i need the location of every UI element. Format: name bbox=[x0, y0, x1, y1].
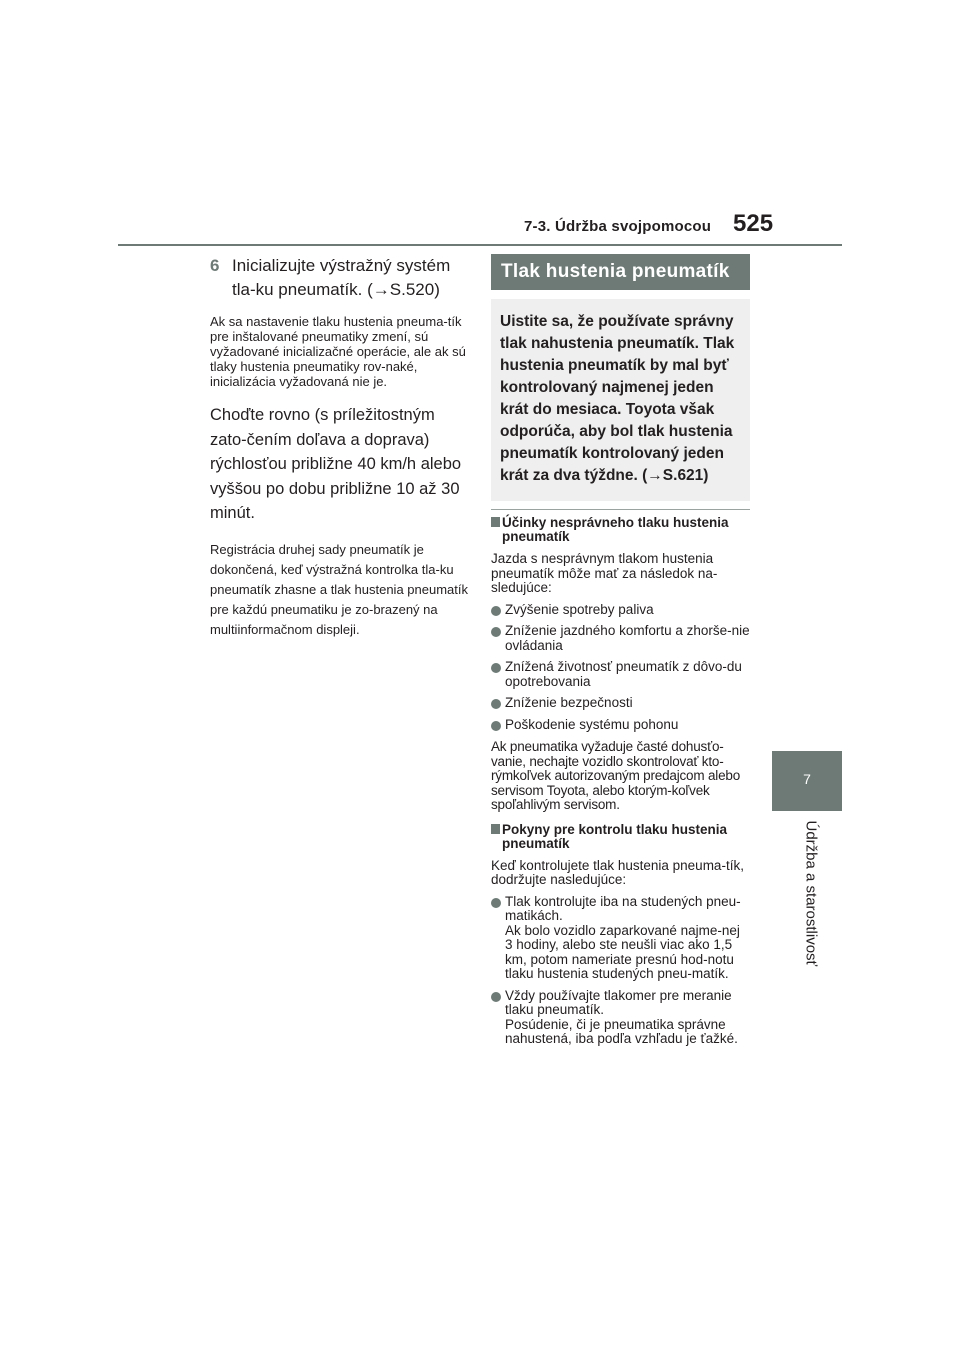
list-item-text: Tlak kontrolujte iba na studených pneu-matikách. bbox=[505, 893, 741, 923]
subheading-text: Pokyny pre kontrolu tlaku hustenia pneumatík bbox=[502, 821, 728, 851]
callout-box: Uistite sa, že používate správny tlak nahustenia pneumatík. Tlak hustenia pneumatík by mal byť kontrolovaný najmenej jeden krát do mesiaca. Toyota však odporúča, aby bol tlak hustenia pneumatík kontrolovaný jeden krát za dva týždne. (→S.621) bbox=[491, 299, 750, 501]
square-bullet-icon bbox=[491, 517, 500, 527]
list-item-text: Zníženie jazdného komfortu a zhorše-nie ovládania bbox=[505, 623, 750, 653]
note-initialization: Ak sa nastavenie tlaku hustenia pneuma-tík pre inštalované pneumatiky zmení, sú vyžadované inicializačné operácie, ale ak sú tlaky hustenia pneumatiky rov-naké, inicializácia vyžadovaná nie je. bbox=[210, 314, 466, 389]
list-item-text: Vždy používajte tlakomer pre meranie tlaku pneumatík. bbox=[505, 987, 732, 1017]
list-item-text: Znížená životnosť pneumatík z dôvo-du opotrebovania bbox=[505, 659, 742, 689]
right-column bbox=[491, 254, 750, 1047]
section-banner: Tlak hustenia pneumatík bbox=[491, 254, 750, 290]
list-item bbox=[491, 718, 750, 733]
chapter-title-vertical bbox=[796, 820, 820, 992]
circle-bullet-icon bbox=[491, 627, 501, 637]
header-rule bbox=[118, 244, 842, 246]
list-item-detail: Ak bolo vozidlo zaparkované najme-nej 3 hodiny, alebo ste neušli viac ako 1,5 km, potom nameriate presnú hod-notu tlaku hustenia studených pneu-matík. bbox=[505, 922, 740, 981]
chapter-title: Údržba a starostlivosť bbox=[802, 820, 820, 967]
subheading-effects bbox=[491, 516, 750, 544]
subheading-text: Účinky nesprávneho tlaku hustenia pneumatík bbox=[502, 515, 729, 544]
list-item bbox=[491, 696, 750, 711]
effects-intro: Jazda s nesprávnym tlakom hustenia pneumatík môže mať za následok na-sledujúce: bbox=[491, 551, 718, 595]
square-bullet-icon bbox=[491, 824, 500, 834]
list-item-text: Zvýšenie spotreby paliva bbox=[505, 601, 654, 617]
list-item-text: Poškodenie systému pohonu bbox=[505, 716, 679, 732]
drive-instruction: Choďte rovno (s príležitostným zato-čením doľava a doprava) rýchlosťou približne 40 km/h alebo vyššou po dobu približne 10 až 30 minút. bbox=[210, 406, 462, 522]
section-title: 7-3. Údržba svojpomocou bbox=[524, 218, 712, 235]
check-intro: Keď kontrolujete tlak hustenia pneuma-tík, dodržujte nasledujúce: bbox=[491, 857, 744, 887]
circle-bullet-icon bbox=[491, 606, 501, 616]
step-number: 6 bbox=[210, 256, 220, 275]
circle-bullet-icon bbox=[491, 721, 501, 731]
step-text: Inicializujte výstražný systém tla-ku pneumatík. (→S.520) bbox=[232, 256, 451, 299]
list-item bbox=[491, 603, 750, 618]
list-item bbox=[491, 895, 750, 982]
left-column bbox=[210, 254, 472, 640]
note-registration: Registrácia druhej sady pneumatík je dokončená, keď výstražná kontrolka tla-ku pneumatík zhasne a tlak hustenia pneumatík pre každú pneumatiku je zo-brazený na multiinformačnom displeji. bbox=[210, 541, 468, 637]
subheading-check bbox=[491, 823, 750, 851]
circle-bullet-icon bbox=[491, 663, 501, 673]
list-item bbox=[491, 989, 750, 1047]
list-item bbox=[491, 624, 750, 653]
step-6 bbox=[210, 254, 472, 302]
list-item-text: Zníženie bezpečnosti bbox=[505, 695, 633, 710]
page-number: 525 bbox=[733, 210, 774, 237]
list-item bbox=[491, 660, 750, 689]
circle-bullet-icon bbox=[491, 898, 501, 908]
circle-bullet-icon bbox=[491, 992, 501, 1002]
chapter-tab bbox=[772, 751, 842, 811]
divider bbox=[491, 509, 750, 510]
list-item-detail: Posúdenie, či je pneumatika správne nahustená, iba podľa vzhľadu je ťažké. bbox=[505, 1016, 738, 1046]
page-header bbox=[0, 0, 960, 250]
effects-outro: Ak pneumatika vyžaduje časté dohusťo-vanie, nechajte vozidlo skontrolovať kto-rýmkoľvek autorizovaným predajcom alebo servisom Toyota, alebo ktorým-koľvek spoľahlivým servisom. bbox=[491, 739, 740, 812]
circle-bullet-icon bbox=[491, 699, 501, 709]
chapter-number: 7 bbox=[803, 771, 811, 787]
